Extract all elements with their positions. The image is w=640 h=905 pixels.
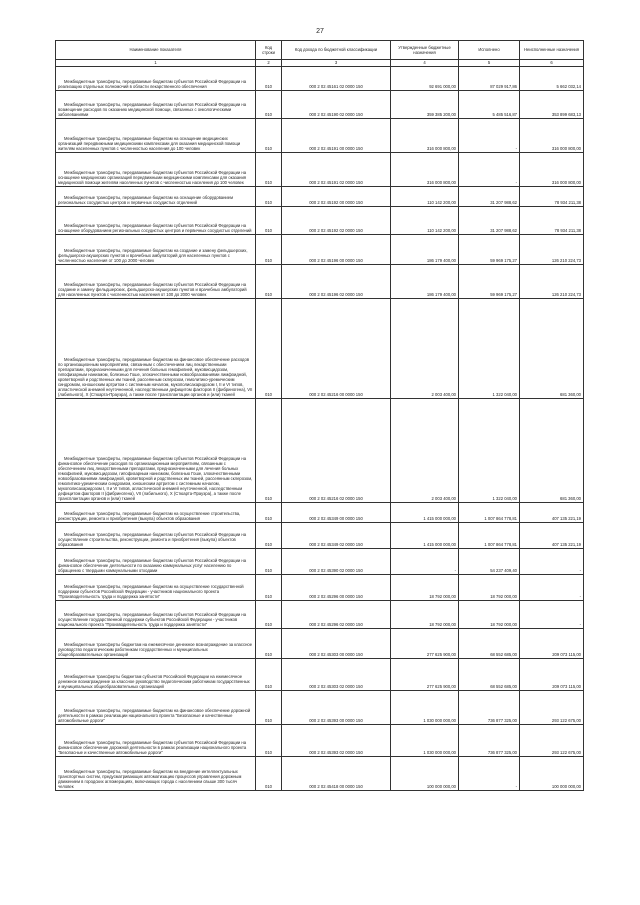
row-executed-amount: 1 007 864 778,81 xyxy=(459,503,520,523)
row-income-code: 000 2 02 45296 02 0000 150 xyxy=(282,601,391,629)
row-line-code: 010 xyxy=(256,207,282,235)
row-approved-amount: 2 003 400,00 xyxy=(391,299,459,399)
table-row xyxy=(56,659,584,691)
row-income-code: 000 2 02 45418 00 0000 150 xyxy=(282,757,391,791)
table-row xyxy=(56,549,584,575)
row-income-code: 000 2 02 45190 02 0000 150 xyxy=(282,91,391,119)
row-line-code: 010 xyxy=(256,503,282,523)
row-indicator-name: Межбюджетные трансферты, передаваемые бюджетам на внедрение интеллектуальных транспортных систем, предусматривающих автоматизацию процессов управления дорожным движением в городских агломерациях, включающих города с населением свыше 300 тысяч человек xyxy=(56,757,256,791)
table-row xyxy=(56,523,584,549)
table-row xyxy=(56,399,584,503)
row-executed-amount: 54 237 409,40 xyxy=(459,549,520,575)
row-executed-amount: 18 792 000,00 xyxy=(459,601,520,629)
table-row xyxy=(56,265,584,299)
row-line-code: 010 xyxy=(256,187,282,207)
row-indicator-name: Межбюджетные трансферты бюджетам на ежемесячное денежное вознаграждение за классное руководство педагогическим работникам государственных и муниципальных общеобразовательных организаций xyxy=(56,629,256,659)
row-income-code: 000 2 02 45196 02 0000 150 xyxy=(282,265,391,299)
row-line-code: 010 xyxy=(256,523,282,549)
row-approved-amount: 1 030 000 000,00 xyxy=(391,691,459,725)
row-indicator-name: Межбюджетные трансферты, передаваемые бюджетам субъектов Российской Федерации на финансовое обеспечение деятельности по оказанию коммунальных услуг населению по обращению с твердыми коммунальными отходами xyxy=(56,549,256,575)
header-executed: Исполнено xyxy=(459,41,520,60)
row-approved-amount: 18 792 000,00 xyxy=(391,575,459,601)
row-unexecuted-amount: 681 360,00 xyxy=(520,399,584,503)
row-approved-amount: 277 625 900,00 xyxy=(391,629,459,659)
row-approved-amount: 316 000 800,00 xyxy=(391,153,459,187)
row-executed-amount: 1 007 864 778,81 xyxy=(459,523,520,549)
row-approved-amount: 1 415 000 000,00 xyxy=(391,503,459,523)
header-approved: Утвержденные бюджетные назначения xyxy=(391,41,459,60)
row-executed-amount: 5 485 516,87 xyxy=(459,91,520,119)
row-unexecuted-amount: 407 135 221,19 xyxy=(520,523,584,549)
row-income-code: 000 2 02 45303 00 0000 150 xyxy=(282,629,391,659)
table-row xyxy=(56,207,584,235)
row-line-code: 010 xyxy=(256,91,282,119)
header-income-code: Код дохода по бюджетной классификации xyxy=(282,41,391,60)
row-executed-amount: 87 029 917,86 xyxy=(459,67,520,91)
row-income-code: 000 2 02 45161 02 0000 150 xyxy=(282,67,391,91)
row-indicator-name: Межбюджетные трансферты, передаваемые бюджетам субъектов Российской Федерации на осуществление строительства, реконструкции, ремонта и приобретения (выкупа) объектов образования xyxy=(56,523,256,549)
table-row xyxy=(56,725,584,757)
row-income-code: 000 2 02 45191 02 0000 150 xyxy=(282,153,391,187)
row-indicator-name: Межбюджетные трансферты, передаваемые бюджетам субъектов Российской Федерации на финансовое обеспечение дорожной деятельности в рамках реализации национального проекта "Безопасные и качественные автомобильные дороги" xyxy=(56,725,256,757)
row-unexecuted-amount: - xyxy=(520,549,584,575)
row-executed-amount: 68 552 685,00 xyxy=(459,659,520,691)
row-income-code: 000 2 02 45216 00 0000 150 xyxy=(282,299,391,399)
row-income-code: 000 2 02 45393 02 0000 150 xyxy=(282,725,391,757)
row-executed-amount: 1 322 040,00 xyxy=(459,399,520,503)
row-income-code: 000 2 02 45303 02 0000 150 xyxy=(282,659,391,691)
row-indicator-name: Межбюджетные трансферты, передаваемые бюджетам на осуществление строительства, реконструкции, ремонта и приобретения (выкупа) объектов образования xyxy=(56,503,256,523)
row-line-code: 010 xyxy=(256,153,282,187)
row-executed-amount: 736 877 325,00 xyxy=(459,691,520,725)
row-line-code: 010 xyxy=(256,549,282,575)
row-indicator-name: Межбюджетные трансферты, передаваемые бюджетам на оснащение оборудованием региональных сосудистых центров и первичных сосудистых отделений xyxy=(56,187,256,207)
row-unexecuted-amount: 407 135 221,19 xyxy=(520,503,584,523)
row-unexecuted-amount: 100 000 000,00 xyxy=(520,757,584,791)
row-line-code: 010 xyxy=(256,691,282,725)
row-unexecuted-amount: 316 000 800,00 xyxy=(520,153,584,187)
row-executed-amount: 68 552 685,00 xyxy=(459,629,520,659)
row-line-code: 010 xyxy=(256,265,282,299)
row-indicator-name: Межбюджетные трансферты, передаваемые бюджетам субъектов Российской Федерации на возмещение расходов по оказанию медицинской помощи, связанных с онкологическими заболеваниями xyxy=(56,91,256,119)
column-number: 5 xyxy=(459,59,520,67)
row-indicator-name: Межбюджетные трансферты, передаваемые бюджетам на финансовое обеспечение расходов по организационным мероприятиям, связанным с обеспечением лиц лекарственными препаратами, предназначенными для лечения больных гемофилией, муковисцидозом, гипофизарным нанизмом, болезнью Гоше, злокачественными новообразованиями лимфоидной, кроветворной и родственных им тканей, рассеянным склерозом, гемолитико-уремическим синдромом, юношеским артритом с системным началом, мукополисахаридозом I, II и VI типов, апластической анемией неуточненной, наследственным дефицитом факторов II (фибриногена), VII (лабильного), X (Стюарта-Прауэра), а также после трансплантации органов и (или) тканей xyxy=(56,299,256,399)
row-indicator-name: Межбюджетные трансферты, передаваемые бюджетам субъектов Российской Федерации на осуществление государственной поддержки субъектов Российской Федерации - участников национального проекта "Производительность труда и поддержка занятости" xyxy=(56,601,256,629)
column-number: 1 xyxy=(56,59,256,67)
row-indicator-name: Межбюджетные трансферты, передаваемые бюджетам на осуществление государственной поддержки субъектов Российской Федерации - участников национального проекта "Производительность труда и поддержка занятости" xyxy=(56,575,256,601)
column-number-row xyxy=(56,59,584,67)
table-header-row xyxy=(56,41,584,60)
row-approved-amount: 1 415 000 000,00 xyxy=(391,523,459,549)
row-executed-amount: 31 207 988,62 xyxy=(459,187,520,207)
row-income-code: 000 2 02 45349 02 0000 150 xyxy=(282,523,391,549)
header-unexecuted: Неисполненные назначения xyxy=(520,41,584,60)
row-income-code: 000 2 02 45192 00 0000 150 xyxy=(282,187,391,207)
row-income-code: 000 2 02 45296 00 0000 150 xyxy=(282,575,391,601)
table-row xyxy=(56,91,584,119)
row-approved-amount: 110 142 200,00 xyxy=(391,207,459,235)
row-approved-amount: 110 142 200,00 xyxy=(391,187,459,207)
row-executed-amount: 59 969 175,27 xyxy=(459,265,520,299)
row-indicator-name: Межбюджетные трансферты, передаваемые бюджетам на оснащение медицинских организаций передвижными медицинскими комплексами для оказания медицинской помощи жителям населенных пунктов с численностью населения до 100 человек xyxy=(56,119,256,153)
column-number: 6 xyxy=(520,59,584,67)
row-line-code: 010 xyxy=(256,629,282,659)
page-number: 27 xyxy=(316,28,324,35)
table-row xyxy=(56,299,584,399)
row-income-code: 000 2 02 45191 00 0000 150 xyxy=(282,119,391,153)
row-executed-amount: 736 877 325,00 xyxy=(459,725,520,757)
table-row xyxy=(56,601,584,629)
budget-execution-table xyxy=(55,40,584,791)
table-row xyxy=(56,153,584,187)
table-row xyxy=(56,757,584,791)
row-line-code: 010 xyxy=(256,235,282,265)
row-approved-amount: 186 179 400,00 xyxy=(391,265,459,299)
row-line-code: 010 xyxy=(256,659,282,691)
row-unexecuted-amount: 681 360,00 xyxy=(520,299,584,399)
row-approved-amount: 316 000 800,00 xyxy=(391,119,459,153)
column-number: 2 xyxy=(256,59,282,67)
row-income-code: 000 2 02 45393 00 0000 150 xyxy=(282,691,391,725)
table-row xyxy=(56,691,584,725)
row-executed-amount: 1 322 040,00 xyxy=(459,299,520,399)
table-row xyxy=(56,67,584,91)
row-unexecuted-amount: 126 210 224,73 xyxy=(520,265,584,299)
row-income-code: 000 2 02 45216 02 0000 150 xyxy=(282,399,391,503)
row-approved-amount: 92 691 000,00 xyxy=(391,67,459,91)
row-line-code: 010 xyxy=(256,575,282,601)
header-line-code: Код строки xyxy=(256,41,282,60)
row-line-code: 010 xyxy=(256,399,282,503)
row-approved-amount: 18 792 000,00 xyxy=(391,601,459,629)
row-unexecuted-amount: - xyxy=(520,601,584,629)
row-line-code: 010 xyxy=(256,67,282,91)
row-unexecuted-amount: 293 122 675,00 xyxy=(520,725,584,757)
row-income-code: 000 2 02 45196 00 0000 150 xyxy=(282,235,391,265)
row-income-code: 000 2 02 45192 02 0000 150 xyxy=(282,207,391,235)
row-indicator-name: Межбюджетные трансферты, передаваемые бюджетам субъектов Российской Федерации на оснащение медицинских организаций передвижными медицинскими комплексами для оказания медицинской помощи жителям населенных пунктов с численностью населения до 100 человек xyxy=(56,153,256,187)
row-line-code: 010 xyxy=(256,119,282,153)
row-unexecuted-amount: 316 000 800,00 xyxy=(520,119,584,153)
row-indicator-name: Межбюджетные трансферты, передаваемые бюджетам на создание и замену фельдшерских, фельдшерско-акушерских пунктов и врачебных амбулаторий для населенных пунктов с численностью населения от 100 до 2000 человек xyxy=(56,235,256,265)
table-row xyxy=(56,235,584,265)
row-executed-amount: - xyxy=(459,153,520,187)
table-row xyxy=(56,503,584,523)
row-unexecuted-amount: 209 073 115,00 xyxy=(520,659,584,691)
row-line-code: 010 xyxy=(256,601,282,629)
column-number: 3 xyxy=(282,59,391,67)
row-indicator-name: Межбюджетные трансферты, передаваемые бюджетам субъектов Российской Федерации на оснащение оборудованием региональных сосудистых центров и первичных сосудистых отделений xyxy=(56,207,256,235)
row-approved-amount: 2 003 400,00 xyxy=(391,399,459,503)
row-approved-amount: 1 030 000 000,00 xyxy=(391,725,459,757)
row-line-code: 010 xyxy=(256,299,282,399)
row-indicator-name: Межбюджетные трансферты, передаваемые бюджетам субъектов Российской Федерации на создание и замену фельдшерских, фельдшерско-акушерских пунктов и врачебных амбулаторий для населенных пунктов с численностью населения от 100 до 2000 человек xyxy=(56,265,256,299)
row-line-code: 010 xyxy=(256,757,282,791)
row-unexecuted-amount: 78 934 211,38 xyxy=(520,207,584,235)
row-approved-amount: 100 000 000,00 xyxy=(391,757,459,791)
row-executed-amount: 59 969 175,27 xyxy=(459,235,520,265)
table-row xyxy=(56,187,584,207)
table-row xyxy=(56,119,584,153)
row-approved-amount: 186 179 400,00 xyxy=(391,235,459,265)
row-unexecuted-amount: 78 934 211,38 xyxy=(520,187,584,207)
table-row xyxy=(56,575,584,601)
row-unexecuted-amount: 5 662 032,14 xyxy=(520,67,584,91)
row-income-code: 000 2 02 45390 02 0000 150 xyxy=(282,549,391,575)
row-approved-amount: 277 625 900,00 xyxy=(391,659,459,691)
row-executed-amount: 18 792 000,00 xyxy=(459,575,520,601)
header-indicator-name: Наименование показателя xyxy=(56,41,256,60)
row-executed-amount: 31 207 988,62 xyxy=(459,207,520,235)
row-approved-amount: - xyxy=(391,549,459,575)
row-unexecuted-amount: - xyxy=(520,575,584,601)
row-unexecuted-amount: 126 210 224,73 xyxy=(520,235,584,265)
row-unexecuted-amount: 209 073 115,00 xyxy=(520,629,584,659)
row-indicator-name: Межбюджетные трансферты, передаваемые бюджетам субъектов Российской Федерации на финансовое обеспечение расходов по организационным мероприятиям, связанным с обеспечением лиц лекарственными препаратами, предназначенными для лечения больных гемофилией, муковисцидозом, гипофизарным нанизмом, болезнью Гоше, злокачественными новообразованиями лимфоидной, кроветворной и родственных им тканей, рассеянным склерозом, гемолитико-уремическим синдромом, юношеским артритом с системным началом, мукополисахаридозом I, II и VI типов, апластической анемией неуточненной, наследственным дефицитом факторов II (фибриногена), VII (лабильного), X (Стюарта-Прауэра), а также после трансплантации органов и (или) тканей xyxy=(56,399,256,503)
row-approved-amount: 359 385 200,00 xyxy=(391,91,459,119)
row-line-code: 010 xyxy=(256,725,282,757)
row-executed-amount: - xyxy=(459,119,520,153)
row-indicator-name: Межбюджетные трансферты, передаваемые бюджетам на финансовое обеспечение дорожной деятельности в рамках реализации национального проекта "Безопасные и качественные автомобильные дороги" xyxy=(56,691,256,725)
row-indicator-name: Межбюджетные трансферты, передаваемые бюджетам субъектов Российской Федерации на реализацию отдельных полномочий в области лекарственного обеспечения xyxy=(56,67,256,91)
row-income-code: 000 2 02 45349 00 0000 150 xyxy=(282,503,391,523)
row-unexecuted-amount: 353 899 683,13 xyxy=(520,91,584,119)
column-number: 4 xyxy=(391,59,459,67)
row-unexecuted-amount: 293 122 675,00 xyxy=(520,691,584,725)
row-executed-amount: - xyxy=(459,757,520,791)
row-indicator-name: Межбюджетные трансферты бюджетам субъектов Российской Федерации на ежемесячное денежное вознаграждение за классное руководство педагогическим работникам государственных и муниципальных общеобразовательных организаций xyxy=(56,659,256,691)
table-row xyxy=(56,629,584,659)
